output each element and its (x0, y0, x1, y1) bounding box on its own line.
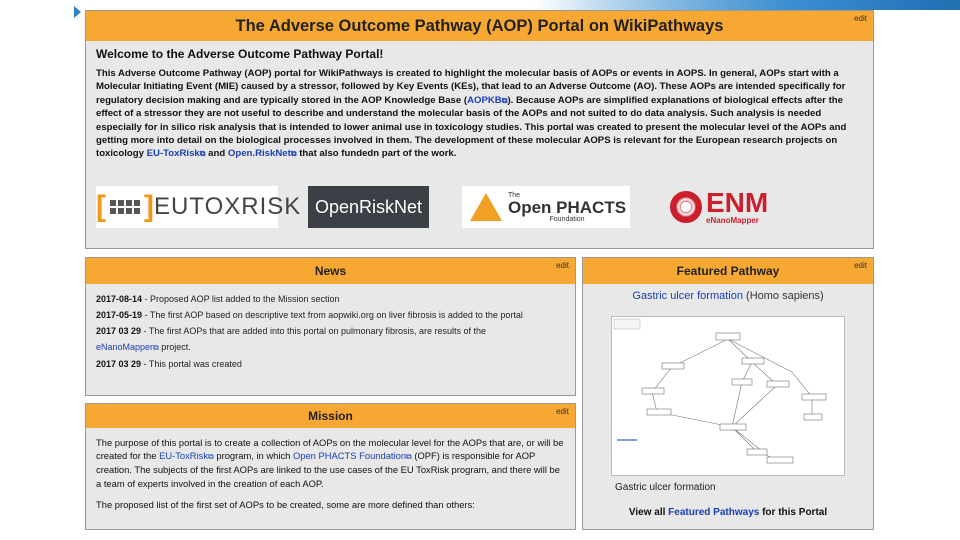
openphacts-link[interactable]: Open PHACTS Foundation (292, 450, 407, 462)
mission-paragraph (96, 436, 565, 490)
pathway-diagram-svg (612, 317, 844, 475)
welcome-text-and: and (205, 148, 228, 160)
view-all-text-b: for this Portal (759, 507, 828, 518)
view-all-featured (583, 507, 873, 518)
featured-pathway-panel (582, 257, 874, 530)
eutoxrisk-logo-text: EUTOXRISK (154, 193, 302, 220)
news-header (86, 258, 575, 284)
featured-pathway-title (583, 290, 873, 302)
eutoxrisk-logo[interactable]: [ ] EUTOXRISK (96, 186, 278, 228)
external-link-icon: ⧉ (208, 452, 214, 462)
welcome-header (86, 11, 873, 41)
featured-pathways-link[interactable]: Featured Pathways (668, 507, 760, 518)
news-date: 2017-05-19 (96, 310, 143, 320)
external-link-icon: ⧉ (290, 149, 297, 159)
enm-logo-text: ENM (706, 187, 769, 218)
news-text: project. (158, 342, 191, 352)
mission-panel (85, 403, 576, 530)
partner-logos (96, 186, 866, 232)
eutoxrisk-link[interactable]: EU-ToxRisk (146, 148, 200, 160)
news-text: - This portal was created (141, 359, 242, 369)
enm-ball-icon (670, 191, 702, 223)
featured-header (583, 258, 873, 284)
aopkb-link[interactable]: AOPKB (467, 94, 502, 106)
openrisknet-logo[interactable] (308, 186, 429, 228)
mission-header (86, 404, 575, 428)
welcome-text-2: ). Because AOPs are simplified explanations of biological effects after the effect of a stressor they are not useful to describe and understand the molecular basis of the AOPs and not suited to do data analysis. Such analysis is needed especially for in silico risk analysis that is intended to lower animal use in toxicology studies. This portal was created to present the molecular level of the AOPs and getting more into detail on the biological processes involved in them. The development of these molecular AOPS is relevant for the European research projects on toxicology (96, 94, 847, 160)
news-date: 2017 03 29 (96, 326, 142, 336)
view-all-text-a: View all (628, 507, 669, 518)
openphacts-triangle-icon (470, 193, 502, 221)
news-item (96, 323, 565, 339)
openphacts-the: The (508, 191, 521, 199)
openrisknet-link[interactable]: Open.RiskNet (227, 148, 291, 160)
mission-edit-link[interactable]: edit (556, 407, 569, 416)
mission-paragraph-2: The proposed list of the first set of AOPs to be created, some are more defined than others: (96, 498, 475, 510)
enm-logo-subtext: eNanoMapper (706, 216, 759, 225)
external-link-icon: ⧉ (153, 343, 159, 352)
openphacts-foundation: Foundation (549, 215, 585, 223)
welcome-edit-link[interactable]: edit (854, 14, 867, 23)
mission-text-2: program, in which (213, 450, 293, 462)
welcome-text-3: that also fundedn part of the work. (296, 148, 457, 160)
news-text: - Proposed AOP list added to the Mission section (142, 294, 340, 304)
news-title: News (314, 264, 347, 278)
pathway-caption: Gastric ulcer formation (615, 482, 716, 493)
enanomapper-link[interactable]: eNanoMapper (96, 342, 154, 352)
page-title: The Adverse Outcome Pathway (AOP) Portal on WikiPathways (235, 16, 724, 35)
pathway-link[interactable]: Gastric ulcer formation (632, 290, 743, 302)
pathway-diagram[interactable] (611, 316, 845, 476)
mission-title: Mission (308, 409, 353, 423)
featured-edit-link[interactable]: edit (854, 261, 867, 270)
external-link-icon: ⧉ (199, 149, 206, 159)
news-text: - The first AOPs that are added into this portal on pulmonary fibrosis, are results of the (141, 326, 487, 336)
slide-swoosh (540, 0, 960, 10)
news-item (96, 291, 565, 307)
external-link-icon: ⧉ (406, 452, 412, 462)
news-edit-link[interactable]: edit (556, 261, 569, 270)
openphacts-logo-text: Open PHACTS (508, 197, 627, 217)
welcome-panel (85, 10, 874, 249)
mission-text-3: (OPF) is responsible for AOP creation. The subjects of the first AOPs are linked to the use cases of the EU ToxRisk program, and there will be a team of experts involved in the creation of each AOP. (96, 450, 560, 489)
news-item (96, 339, 565, 356)
external-link-icon: ⧉ (501, 95, 508, 105)
news-date: 2017 03 29 (96, 359, 142, 369)
eutoxrisk-dots-icon (110, 200, 140, 214)
mission-text-1: The purpose of this portal is to create a collection of AOPs on the molecular level for the AOPs that are, or will be created for the (96, 437, 564, 462)
enanomapper-logo[interactable] (670, 186, 802, 228)
welcome-heading: Welcome to the Adverse Outcome Pathway Portal! (96, 47, 384, 61)
openphacts-logo[interactable] (462, 186, 630, 228)
eutoxrisk-link[interactable]: EU-ToxRisk (159, 450, 209, 462)
welcome-paragraph (96, 67, 863, 161)
slide-bullet-icon (74, 6, 81, 18)
pathway-species: (Homo sapiens) (742, 290, 824, 302)
welcome-text-1: This Adverse Outcome Pathway (AOP) portal for WikiPathways is created to highlight the molecular basis of AOPs or events in AOPS. In general, AOPs start with a Molecular Initiating Event (MIE) caused by a stressor, followed by Key Events (KEs), that lead to an Adverse Outcome (AO). These AOPs are intended specifically for regulatory decision making and are typically stored in the AOP Knowledge Base ( (96, 68, 846, 106)
news-item (96, 356, 565, 372)
openrisknet-logo-text: OpenRiskNet (314, 196, 423, 217)
news-item (96, 307, 565, 323)
news-date: 2017-08-14 (96, 294, 143, 304)
news-text: - The first AOP based on descriptive text from aopwiki.org on liver fibrosis is added to the portal (142, 310, 523, 320)
slide-top-bar (0, 0, 960, 10)
featured-title: Featured Pathway (676, 264, 780, 278)
news-panel (85, 257, 576, 396)
